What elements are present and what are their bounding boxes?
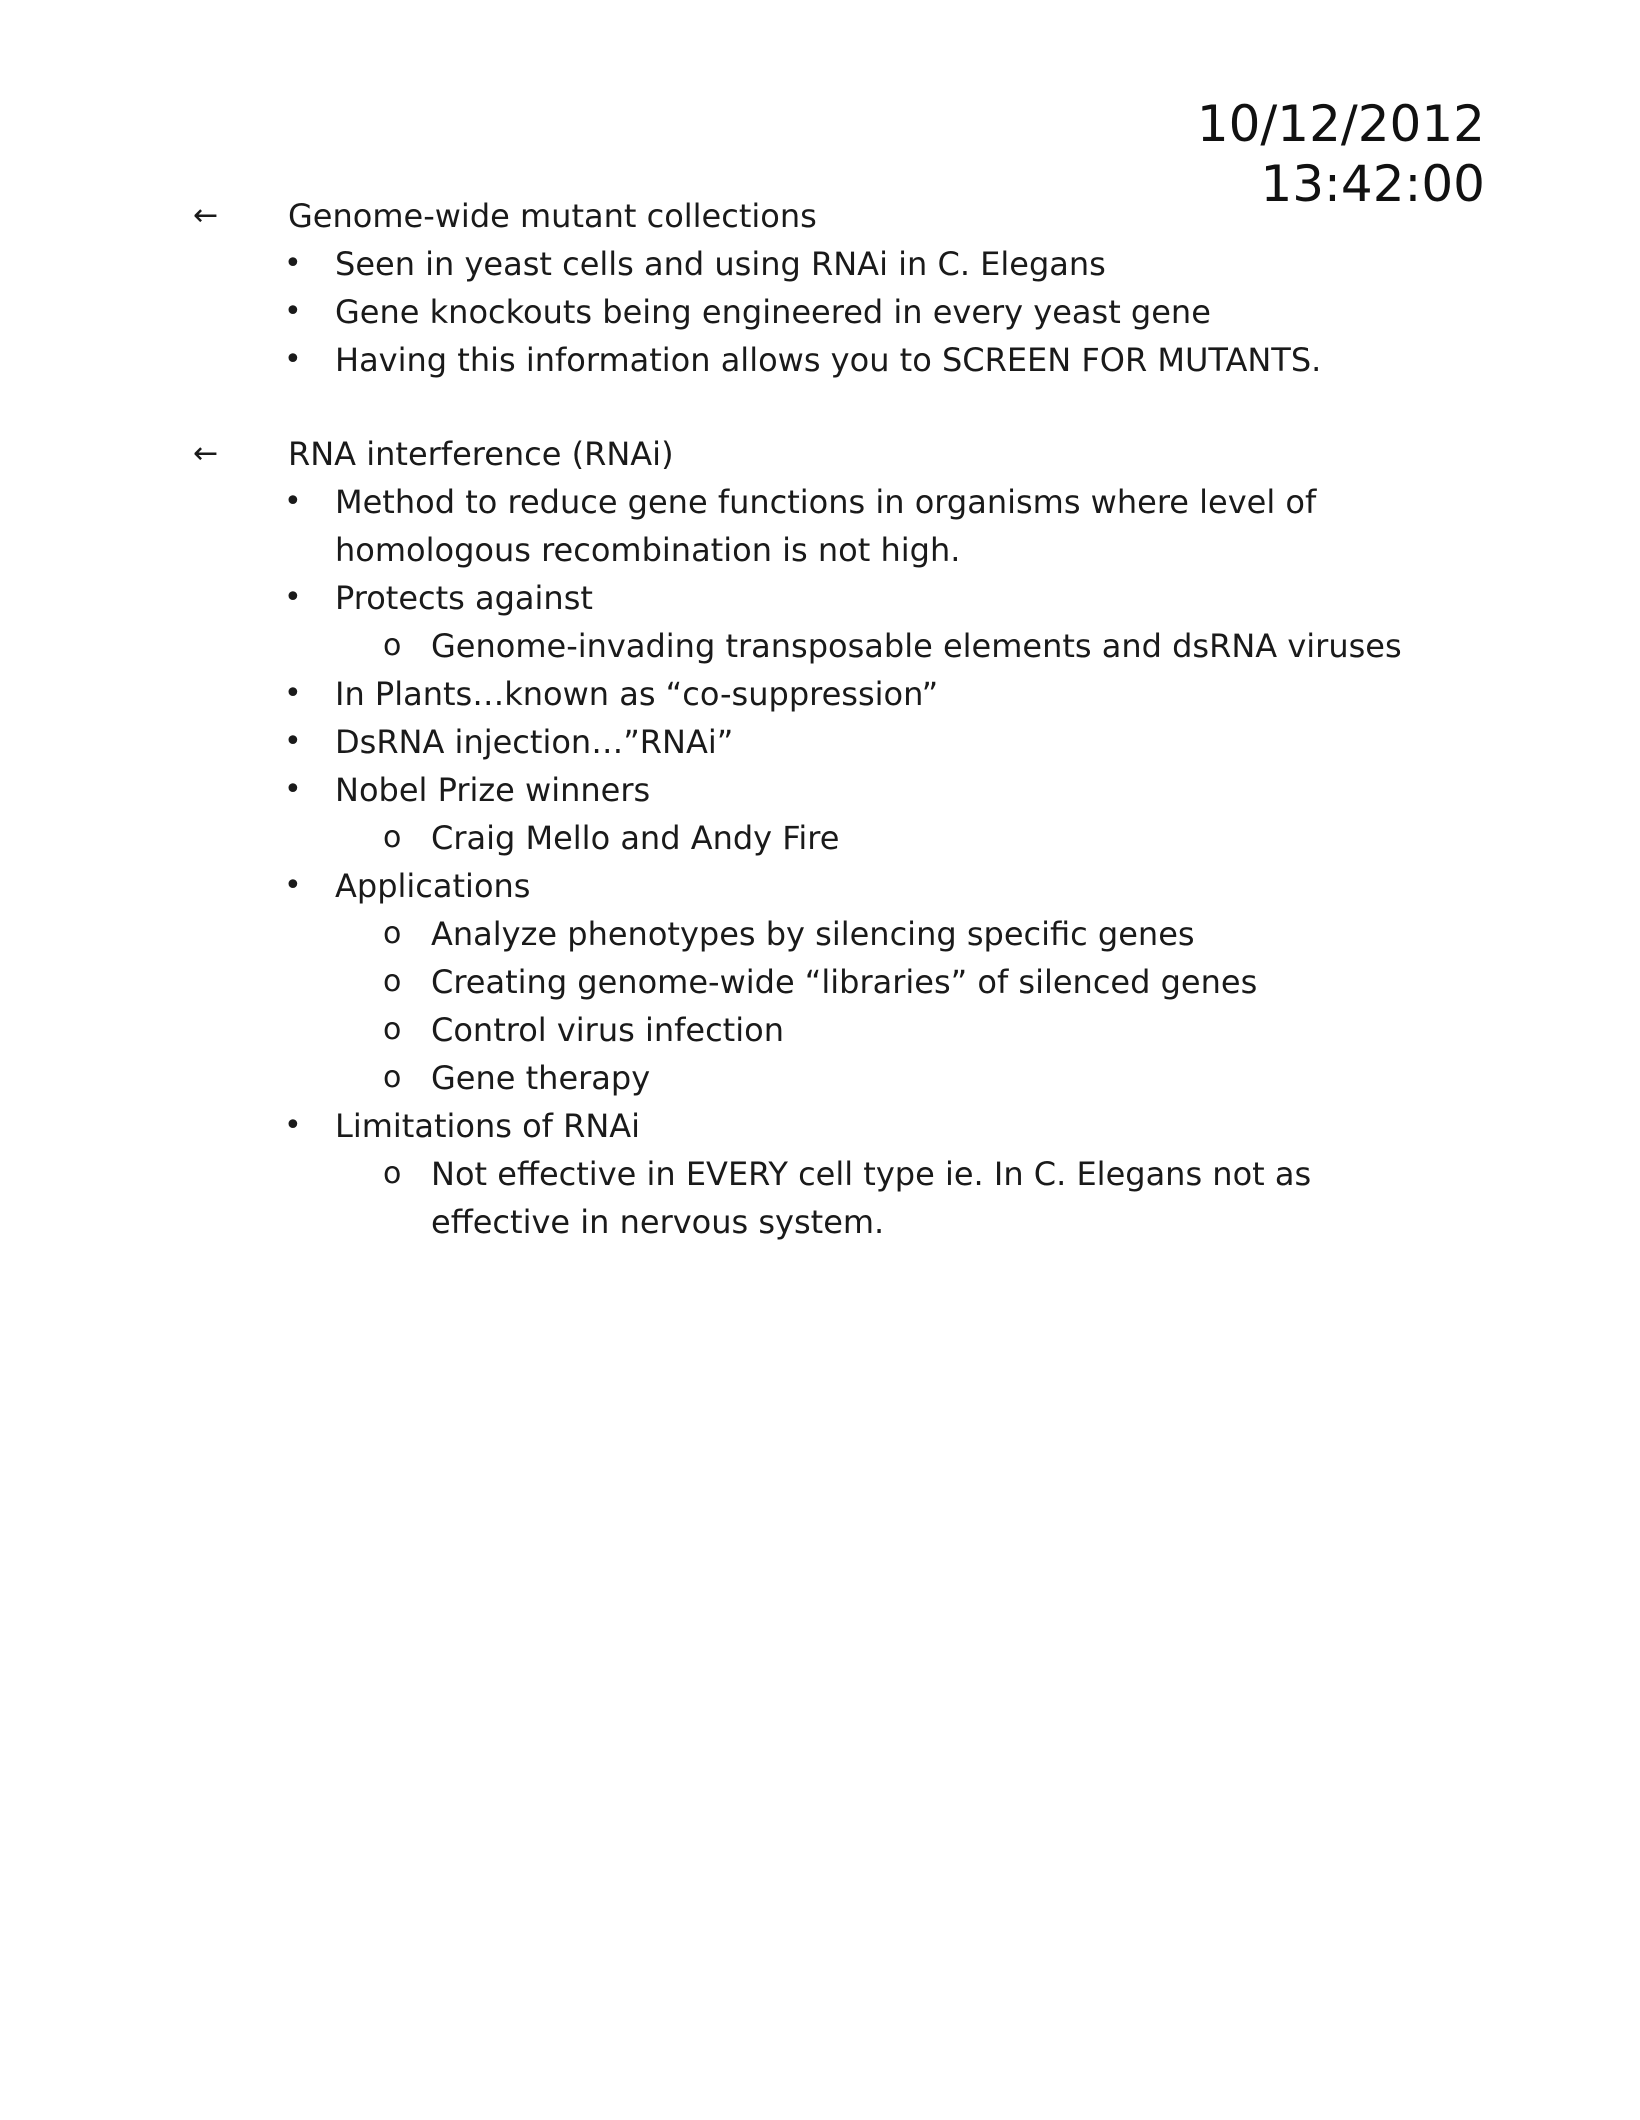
bullet-icon: • xyxy=(284,342,302,377)
list-item-text: Gene knockouts being engineered in every yeast gene xyxy=(335,293,1211,331)
list-item-text: Seen in yeast cells and using RNAi in C. Elegans xyxy=(335,245,1106,283)
section-heading-row xyxy=(0,430,1640,478)
sub-list-item xyxy=(0,814,1640,862)
sub-bullet-icon: o xyxy=(383,916,402,951)
list-item-text: DsRNA injection…”RNAi” xyxy=(335,723,734,761)
sub-list-item xyxy=(0,1006,1640,1054)
section-heading: Genome-wide mutant collections xyxy=(288,197,817,235)
sub-list-item-text: Craig Mello and Andy Fire xyxy=(431,819,840,857)
bullet-icon: • xyxy=(284,1108,302,1143)
bullet-icon: • xyxy=(284,484,302,519)
bullet-icon: • xyxy=(284,246,302,281)
sub-list-item-text: Control virus infection xyxy=(431,1011,784,1049)
arrow-left-icon: ← xyxy=(193,436,219,471)
sub-list-item xyxy=(0,622,1640,670)
bullet-icon: • xyxy=(284,676,302,711)
section-rna-interference xyxy=(0,430,1640,1246)
sub-list-item-text: Gene therapy xyxy=(431,1059,651,1097)
list-item-text: Having this information allows you to SCREEN FOR MUTANTS. xyxy=(335,341,1322,379)
list-item xyxy=(0,718,1640,766)
sub-bullet-icon: o xyxy=(383,628,402,663)
list-item xyxy=(0,240,1640,288)
notes-content xyxy=(0,192,1640,1246)
list-item-text: Protects against xyxy=(335,579,593,617)
sub-list-item xyxy=(0,1054,1640,1102)
list-item-text: In Plants…known as “co-suppression” xyxy=(335,675,939,713)
list-item xyxy=(0,336,1640,384)
list-item-text: Applications xyxy=(335,867,531,905)
sub-bullet-icon: o xyxy=(383,1060,402,1095)
list-item xyxy=(0,862,1640,910)
sub-bullet-icon: o xyxy=(383,1012,402,1047)
sub-bullet-icon: o xyxy=(383,820,402,855)
bullet-icon: • xyxy=(284,724,302,759)
sub-list-item xyxy=(0,1150,1640,1246)
sub-bullet-icon: o xyxy=(383,964,402,999)
bullet-icon: • xyxy=(284,868,302,903)
bullet-list xyxy=(0,240,1640,384)
sub-list-item xyxy=(0,958,1640,1006)
section-genome-wide-collections xyxy=(0,192,1640,384)
section-heading: RNA interference (RNAi) xyxy=(288,435,674,473)
list-item-text: Nobel Prize winners xyxy=(335,771,651,809)
sub-list-item-text: Not effective in EVERY cell type ie. In C. Elegans not as effective in nervous system. xyxy=(431,1155,1312,1241)
list-item-text: Limitations of RNAi xyxy=(335,1107,641,1145)
page-timestamp: 10/12/2012 13:42:00 xyxy=(1196,95,1485,213)
sub-list-item-text: Analyze phenotypes by silencing specific genes xyxy=(431,915,1195,953)
section-heading-row xyxy=(0,192,1640,240)
arrow-left-icon: ← xyxy=(193,198,219,233)
list-item xyxy=(0,288,1640,336)
list-item xyxy=(0,1102,1640,1150)
sub-list-item-text: Genome-invading transposable elements and dsRNA viruses xyxy=(431,627,1402,665)
list-item xyxy=(0,574,1640,622)
sub-bullet-icon: o xyxy=(383,1156,402,1191)
list-item xyxy=(0,478,1640,574)
bullet-icon: • xyxy=(284,580,302,615)
list-item-text: Method to reduce gene functions in organisms where level of homologous recombination is not high. xyxy=(335,483,1317,569)
bullet-icon: • xyxy=(284,294,302,329)
bullet-list xyxy=(0,478,1640,1246)
bullet-icon: • xyxy=(284,772,302,807)
list-item xyxy=(0,670,1640,718)
sub-list-item xyxy=(0,910,1640,958)
sub-list-item-text: Creating genome-wide “libraries” of silenced genes xyxy=(431,963,1258,1001)
list-item xyxy=(0,766,1640,814)
